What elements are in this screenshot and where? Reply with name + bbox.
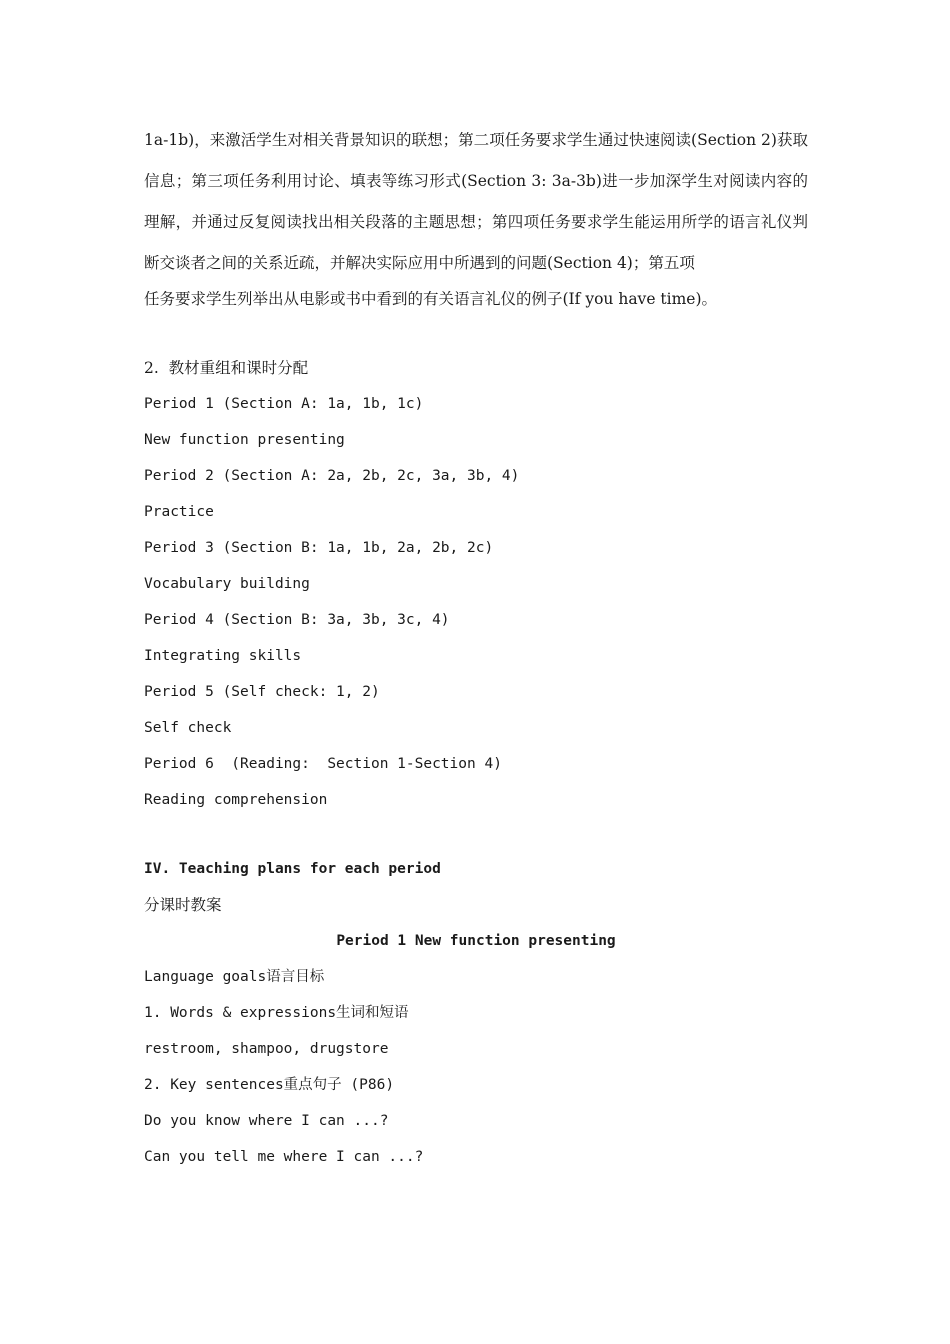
key-sentence: Do you know where I can ...? [144, 1113, 389, 1129]
spacer [144, 317, 808, 350]
period-desc: Reading comprehension [144, 792, 328, 808]
sentences-label: 2. Key sentences重点句子 (P86) [144, 1077, 395, 1093]
words-list: restroom, shampoo, drugstore [144, 1041, 389, 1057]
period-desc: Integrating skills [144, 648, 302, 664]
period-title: Period 4 (Section B: 3a, 3b, 3c, 4) [144, 612, 450, 628]
period-title: Period 1 (Section A: 1a, 1b, 1c) [144, 396, 424, 412]
period-title: Period 5 (Self check: 1, 2) [144, 684, 380, 700]
spacer [144, 818, 808, 851]
key-sentence: Can you tell me where I can ...? [144, 1149, 424, 1165]
period-desc: Practice [144, 504, 214, 520]
period-heading: Period 1 New function presenting [336, 933, 616, 949]
period-desc: Self check [144, 720, 232, 736]
words-label: 1. Words & expressions生词和短语 [144, 1005, 409, 1021]
period-title: Period 3 (Section B: 1a, 1b, 2a, 2b, 2c) [144, 540, 494, 556]
period-desc: New function presenting [144, 432, 345, 448]
document-page [144, 120, 808, 1175]
period-title: Period 2 (Section A: 2a, 2b, 2c, 3a, 3b, 4) [144, 468, 520, 484]
section-heading-periods: 2. 教材重组和课时分配 [144, 359, 309, 377]
intro-paragraph-tail: 任务要求学生列举出从电影或书中看到的有关语言礼仪的例子(If you have time)。 [144, 290, 718, 308]
language-goals-label: Language goals语言目标 [144, 969, 325, 985]
section-heading-teaching-plans: IV. Teaching plans for each period [144, 861, 441, 877]
period-list [144, 386, 808, 818]
intro-paragraph: 1a-1b)，来激活学生对相关背景知识的联想；第二项任务要求学生通过快速阅读(Section 2)获取信息；第三项任务利用讨论、填表等练习形式(Section 3: 3a-3b)进一步加深学生对阅读内容的理解，并通过反复阅读找出相关段落的主题思想；第四项任务要求学生能运用所学的语言礼仪判断交谈者之间的关系近疏，并解决实际应用中所遇到的问题(Section 4)；第五项 [144, 131, 808, 272]
period-desc: Vocabulary building [144, 576, 310, 592]
period-title: Period 6 (Reading: Section 1-Section 4) [144, 756, 502, 772]
section-subheading: 分课时教案 [144, 896, 222, 914]
